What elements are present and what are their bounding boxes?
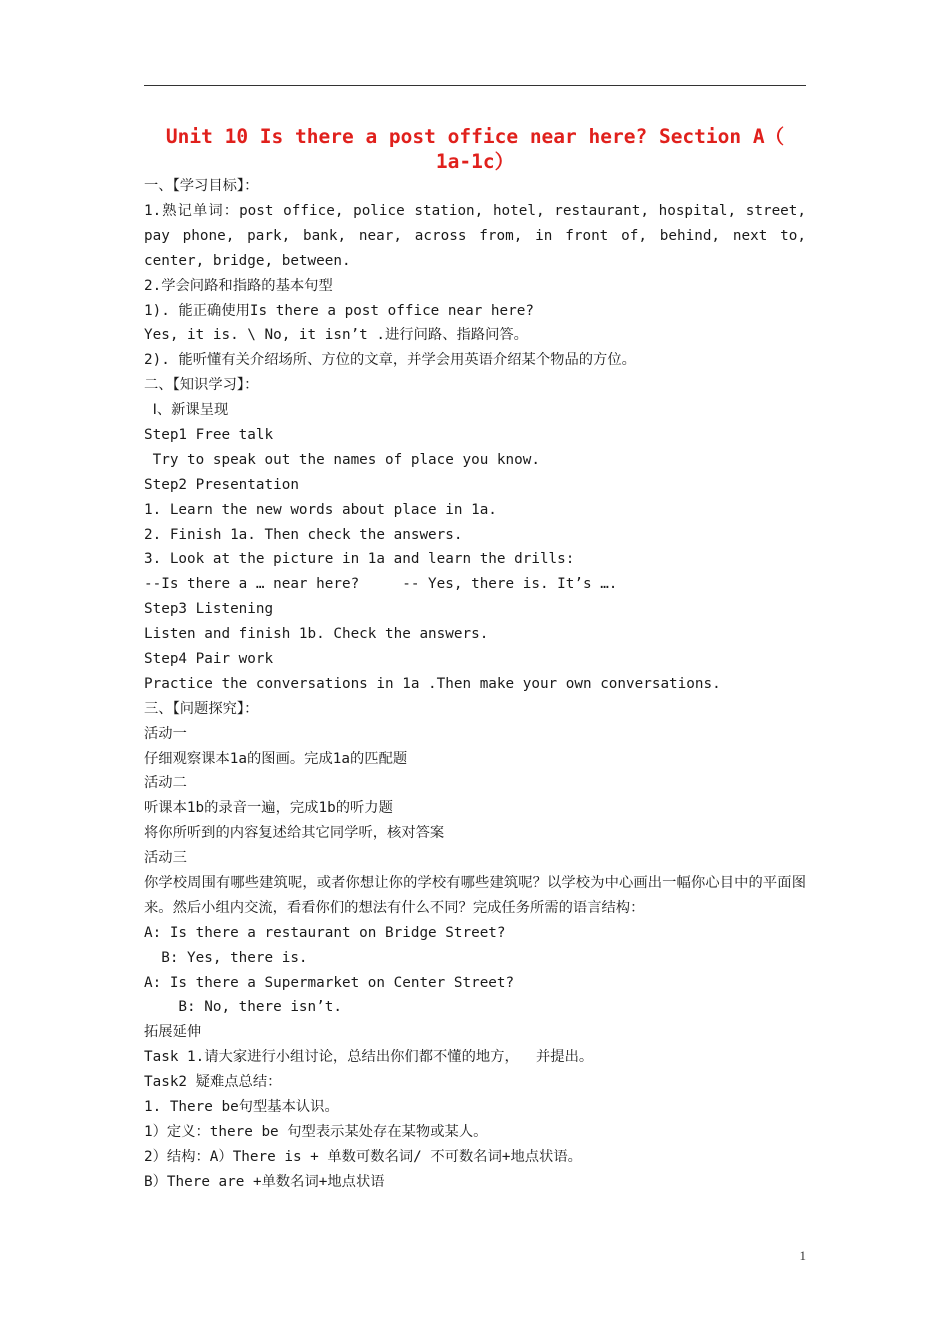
activity-heading: 活动二 [144,775,187,792]
section-heading: 三、【问题探究】： [144,700,259,717]
vocab-paragraph: 1.熟记单词：post office, police station, hotel, restaurant, hospital, street, pay phone, park, bank, near, across from, in front of, behind, next to, center, bridge, between. [144,202,806,269]
text-line: 1. There be句型基本认识。 [144,1099,339,1116]
dialogue-line: B: Yes, there is. [144,949,308,966]
text-line: 2）结构：A）There is + 单数可数名词/ 不可数名词+地点状语。 [144,1148,582,1165]
dialogue-line: A: Is there a restaurant on Bridge Street? [144,924,506,941]
text-line: Task 1.请大家进行小组讨论，总结出你们都不懂的地方， 并提出。 [144,1049,594,1066]
dialogue-line: A: Is there a Supermarket on Center Street? [144,974,515,991]
text-line: 3. Look at the picture in 1a and learn the drills: [144,551,575,568]
text-line: 听课本1b的录音一遍，完成1b的听力题 [144,800,393,817]
text-line: B）There are +单数名词+地点状语 [144,1173,385,1190]
section-heading: 一、【学习目标】： [144,178,259,194]
text-line: 仔细观察课本1a的图画。完成1a的匹配题 [144,750,408,767]
text-line: 1). 能正确使用Is there a post office near here? [144,302,534,319]
step-heading: Step4 Pair work [144,650,274,667]
text-line: 2. Finish 1a. Then check the answers. [144,526,463,543]
step-heading: Step3 Listening [144,601,274,618]
section-heading: 二、【知识学习】： [144,377,259,394]
text-line: Task2 疑难点总结： [144,1074,282,1091]
text-line: 1. Learn the new words about place in 1a. [144,501,497,518]
text-line: Listen and finish 1b. Check the answers. [144,626,489,643]
document-title: Unit 10 Is there a post office near here? Section A（ 1a-1c） [165,125,785,173]
text-line: 1）定义：there be 句型表示某处存在某物或某人。 [144,1123,488,1140]
document-body [144,174,806,1195]
activity-paragraph: 你学校周围有哪些建筑呢，或者你想让你的学校有哪些建筑呢？以学校为中心画出一幅你心目中的平面图来。然后小组内交流，看看你们的想法有什么不同？完成任务所需的语言结构： [144,874,806,916]
text-line: 将你所听到的内容复述给其它同学听，核对答案 [144,825,445,842]
text-line: 2.学会问路和指路的基本句型 [144,277,333,294]
step-heading: Step1 Free talk [144,426,274,443]
page-number: 1 [799,1248,806,1263]
text-line: --Is there a … near here? -- Yes, there is. It’s …. [144,576,618,593]
header-rule [144,85,806,86]
text-line: Yes, it is. \ No, it isn’t .进行问路、指路问答。 [144,327,528,344]
text-line: 2). 能听懂有关介绍场所、方位的文章，并学会用英语介绍某个物品的方位。 [144,352,636,369]
text-line: Practice the conversations in 1a .Then make your own conversations. [144,675,721,692]
text-line: Ⅰ、新课呈现 [144,402,229,419]
activity-heading: 活动三 [144,850,187,867]
section-heading: 拓展延伸 [144,1024,202,1041]
step-heading: Step2 Presentation [144,476,299,493]
activity-heading: 活动一 [144,725,187,742]
dialogue-line: B: No, there isn’t. [144,999,342,1016]
text-line: Try to speak out the names of place you know. [144,451,540,468]
